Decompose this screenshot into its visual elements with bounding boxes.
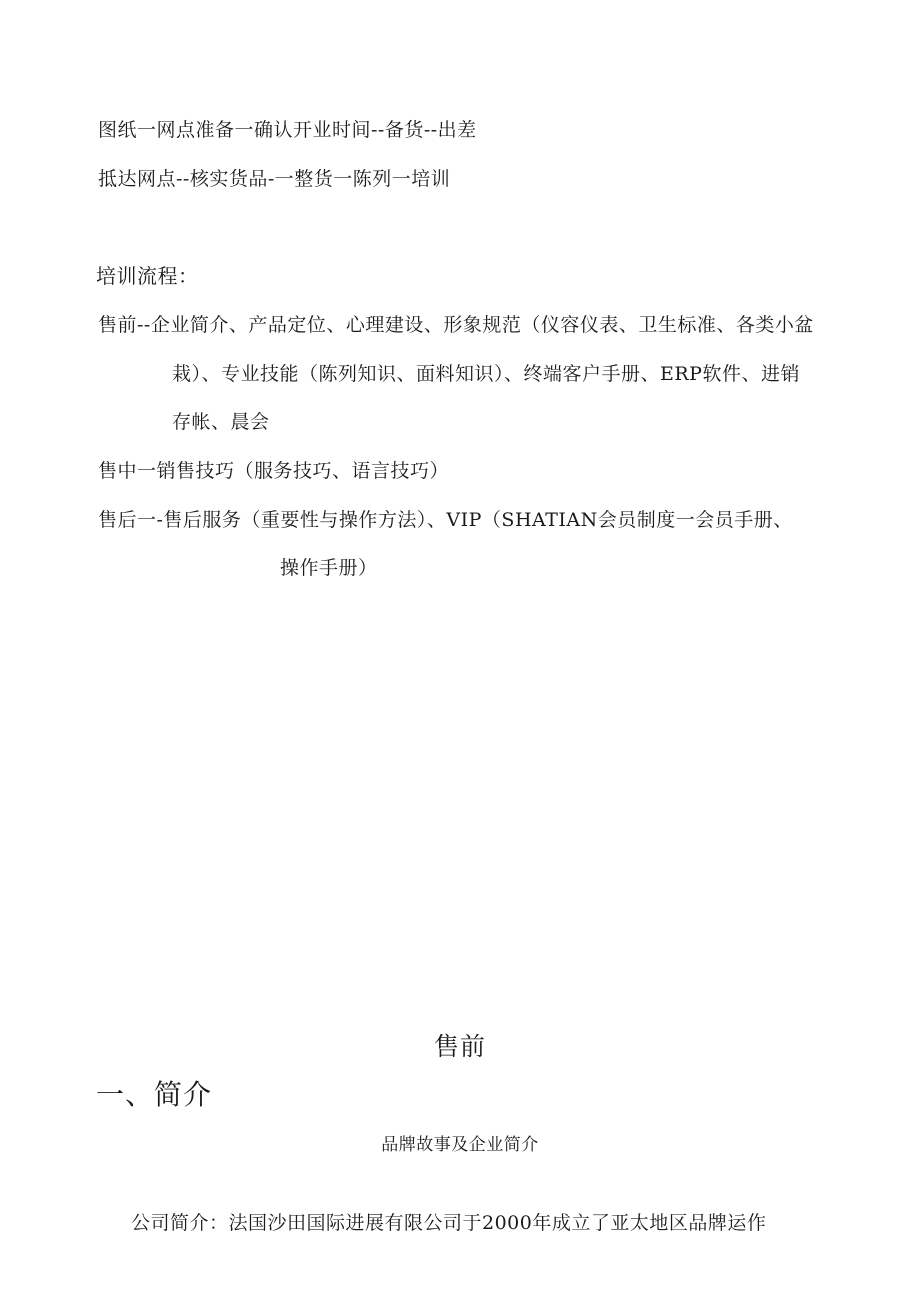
section-heading: 一、简介 (96, 1078, 213, 1111)
pre-sale-line-1: 售前--企业简介、产品定位、心理建设、形象规范（仪容仪表、卫生标准、各类小盆 (98, 314, 814, 336)
section-subtitle: 品牌故事及企业简介 (381, 1135, 539, 1155)
flow-line-2: 抵达网点--核实货品-一整货一陈列一培训 (98, 168, 451, 190)
flow-line-1: 图纸一网点准备一确认开业时间--备货--出差 (98, 119, 477, 141)
company-intro: 公司简介：法国沙田国际进展有限公司于2000年成立了亚太地区品牌运作 (131, 1212, 767, 1234)
pre-sale-line-3: 存帐、晨会 (172, 411, 270, 433)
after-sale-line-2: 操作手册） (280, 557, 378, 579)
section-title: 售前 (433, 1032, 486, 1061)
in-sale-line: 售中一销售技巧（服务技巧、语言技巧） (98, 460, 450, 482)
pre-sale-line-2: 栽）、专业技能（陈列知识、面料知识）、终端客户手册、ERP软件、进销 (172, 363, 800, 385)
training-heading: 培训流程： (96, 264, 199, 288)
after-sale-line-1: 售后一-售后服务（重要性与操作方法）、VIP（SHATIAN会员制度一会员手册、 (98, 509, 793, 531)
